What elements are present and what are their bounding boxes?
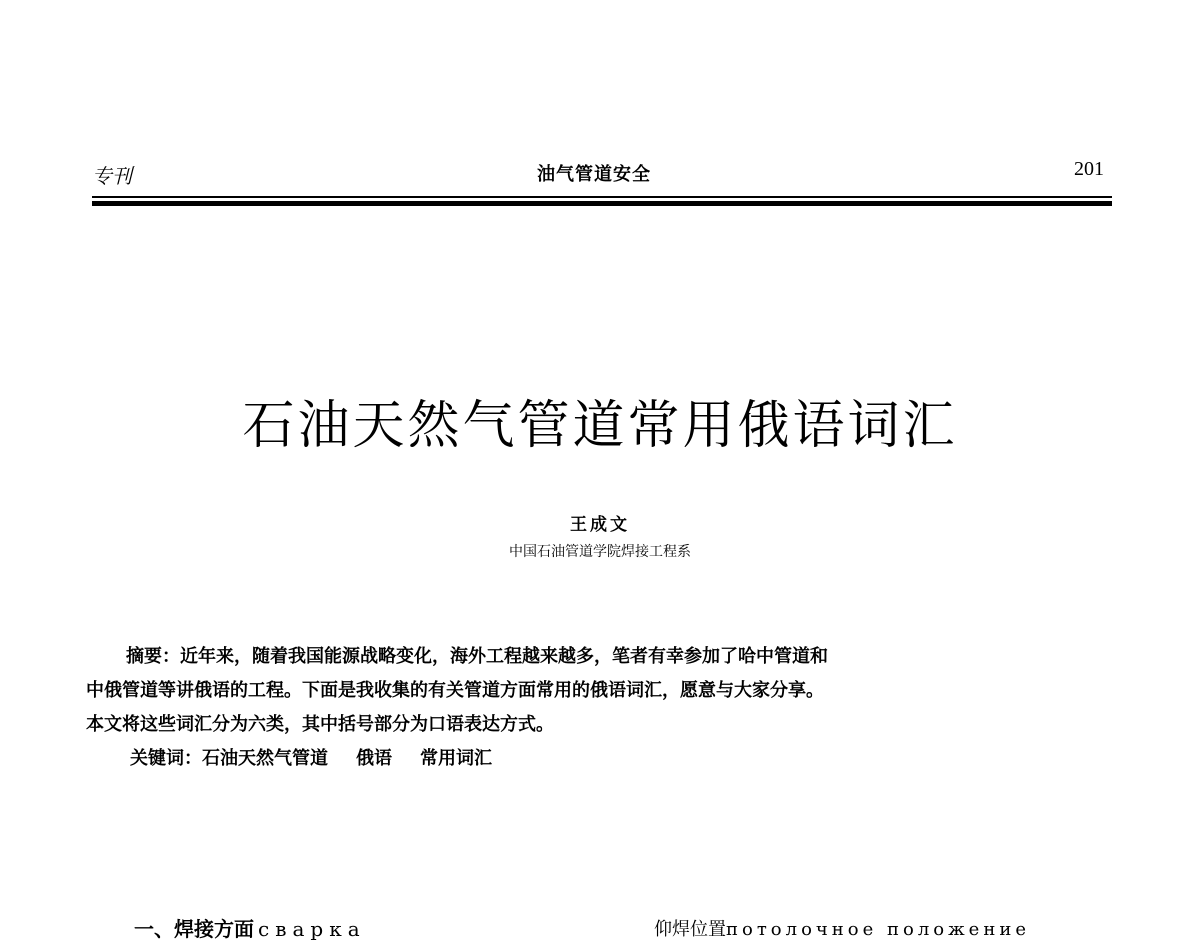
keyword: 石油天然气管道 xyxy=(202,748,328,769)
section-heading-chinese: 一、焊接方面 xyxy=(134,917,254,941)
author-affiliation: 中国石油管道学院焊接工程系 xyxy=(509,544,691,560)
article-title: 石油天然气管道常用俄语词汇 xyxy=(242,396,958,456)
vocab-entry xyxy=(654,915,1030,941)
header-rule-thin xyxy=(92,196,1112,198)
keywords-label: 关键词： xyxy=(130,748,202,769)
vocab-entry-russian: потолочное положение xyxy=(726,919,1030,940)
section-heading-russian: сварка xyxy=(258,917,366,941)
keyword: 俄语 xyxy=(356,748,392,769)
abstract-line: 本文将这些词汇分为六类，其中括号部分为口语表达方式。 xyxy=(86,714,554,735)
journal-column-label: 专刊 xyxy=(92,164,132,188)
abstract-line: 摘要：近年来，随着我国能源战略变化，海外工程越来越多，笔者有幸参加了哈中管道和 xyxy=(126,646,828,667)
journal-name: 油气管道安全 xyxy=(537,164,651,185)
abstract-block xyxy=(86,640,1116,776)
keyword: 常用词汇 xyxy=(420,748,492,769)
section-heading xyxy=(134,913,366,942)
abstract-line: 中俄管道等讲俄语的工程。下面是我收集的有关管道方面常用的俄语词汇，愿意与大家分享。 xyxy=(86,680,824,701)
page-number: 201 xyxy=(1074,158,1104,180)
vocab-entry-chinese: 仰焊位置 xyxy=(654,919,726,940)
keywords-line xyxy=(86,742,1116,776)
header-rule-thick xyxy=(92,201,1112,206)
author-name: 王成文 xyxy=(570,515,630,535)
